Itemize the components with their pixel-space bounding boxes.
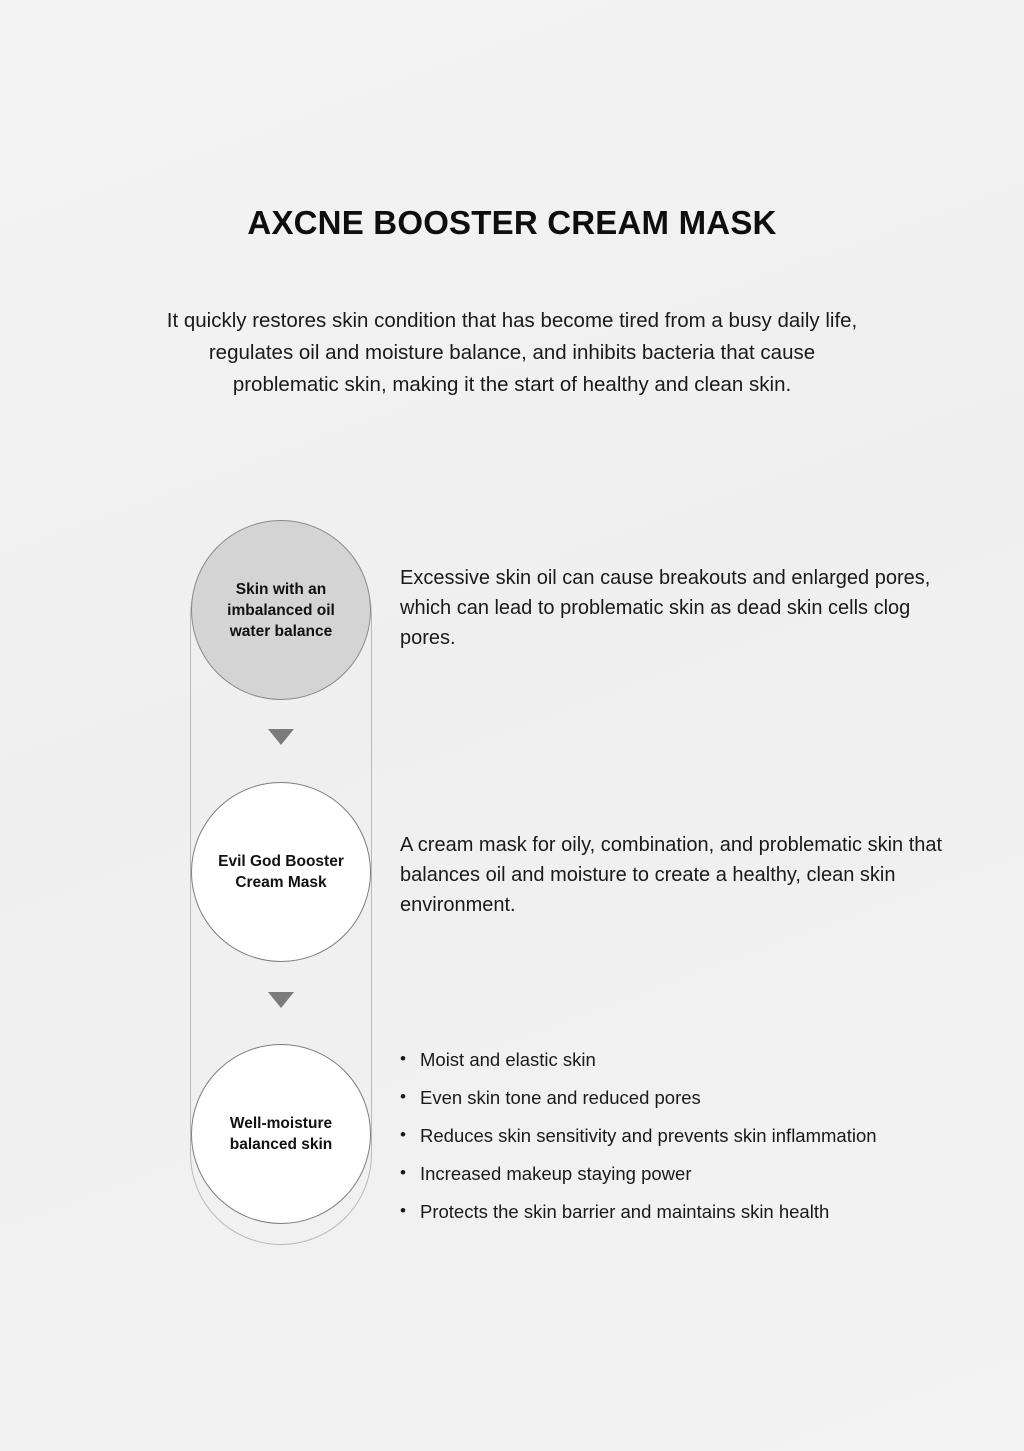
diagram-node-cream-mask <box>191 782 371 962</box>
list-item: • Reduces skin sensitivity and prevents skin inflammation <box>400 1123 1000 1148</box>
diagram-node-label: Evil God Booster Cream Mask <box>218 853 344 891</box>
list-item: • Protects the skin barrier and maintains skin health <box>400 1199 1000 1224</box>
benefits-list <box>400 1047 1000 1237</box>
down-triangle-icon <box>268 729 294 745</box>
diagram-node-label: Skin with an imbalanced oil water balance <box>227 580 335 640</box>
list-item: • Increased makeup staying power <box>400 1161 1000 1186</box>
description-cream-mask: A cream mask for oily, combination, and problematic skin that balances oil and moisture to create a healthy, clean skin environment. <box>400 834 943 916</box>
description-imbalanced-skin: Excessive skin oil can cause breakouts and enlarged pores, which can lead to problematic skin as dead skin cells clog pores. <box>400 567 931 649</box>
page-title: AXCNE BOOSTER CREAM MASK <box>247 204 777 241</box>
list-item: • Moist and elastic skin <box>400 1047 1000 1072</box>
list-item: • Even skin tone and reduced pores <box>400 1085 1000 1110</box>
diagram-node-balanced-skin <box>191 1044 371 1224</box>
diagram-node-imbalanced-skin <box>191 520 371 700</box>
intro-paragraph: It quickly restores skin condition that has become tired from a busy daily life, regulates oil and moisture balance, and inhibits bacteria that cause problematic skin, making it the start of healthy and clean skin. <box>166 309 858 396</box>
flow-diagram <box>0 520 1024 1280</box>
diagram-node-label: Well-moisture balanced skin <box>229 1115 333 1153</box>
down-triangle-icon <box>268 992 294 1008</box>
